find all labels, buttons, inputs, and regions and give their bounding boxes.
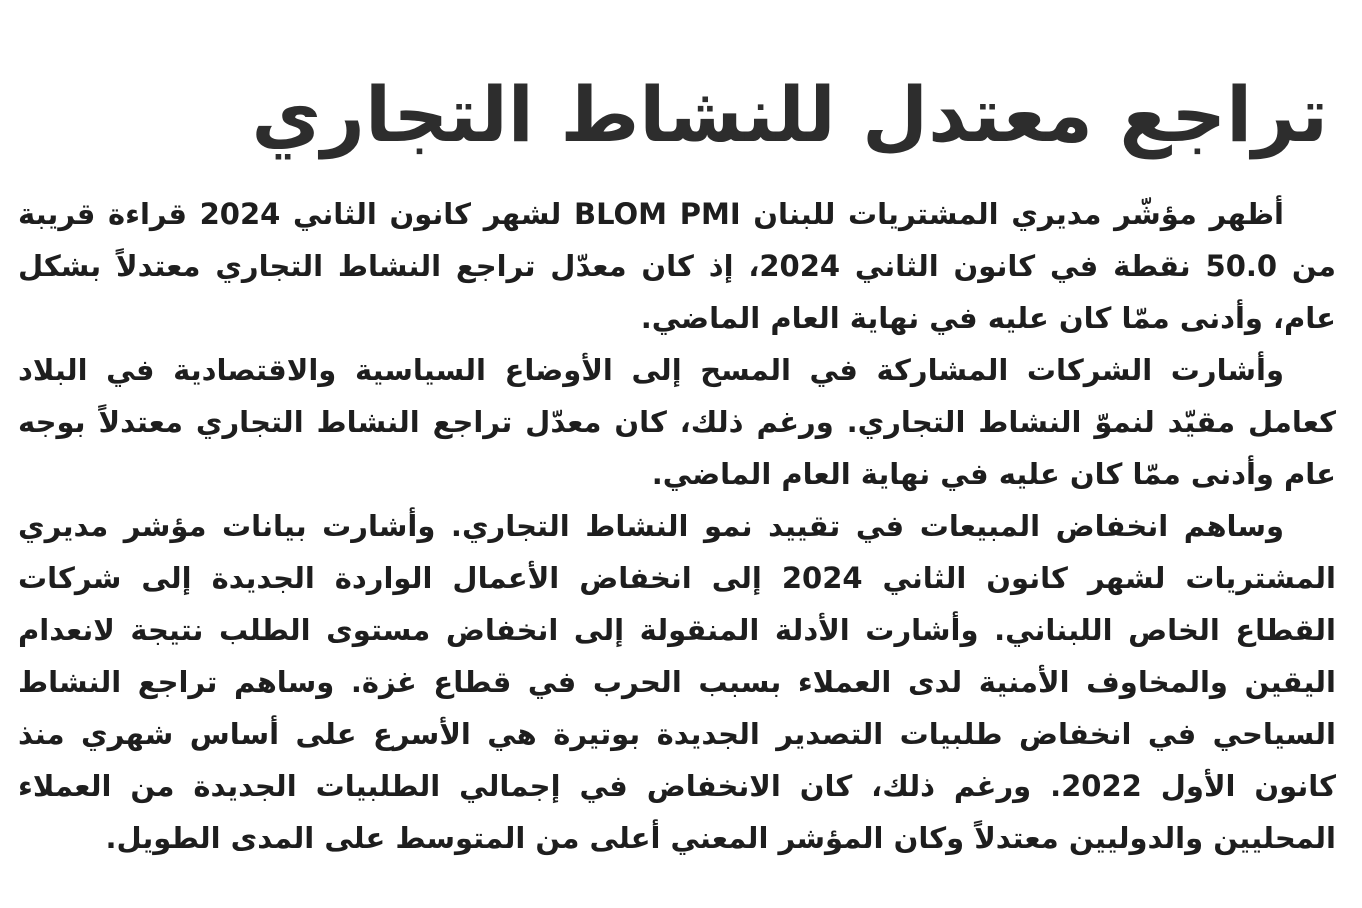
article-paragraph-3: وساهم انخفاض المبيعات في تقييد نمو النشاط التجاري. وأشارت بيانات مؤشر مديري المشتريات لشهر كانون الثاني 2024 إلى انخفاض الأعمال الواردة الجديدة إلى شركات القطاع الخاص اللبناني. وأشارت الأدلة المنقولة إلى انخفاض مستوى الطلب نتيجة لانعدام اليقين والمخاوف الأمنية لدى العملاء بسبب الحرب في قطاع غزة. وساهم تراجع النشاط السياحي في انخفاض طلبيات التصدير الجديدة بوتيرة هي الأسرع على أساس شهري منذ كانون الأول 2022. ورغم ذلك، كان الانخفاض في إجمالي الطلبيات الجديدة من العملاء المحليين والدوليين معتدلاً وكان المؤشر المعني أعلى من المتوسط على المدى الطويل. — [18, 509, 1337, 856]
article-body — [18, 188, 1336, 864]
article-headline: تراجع معتدل للنشاط التجاري — [251, 70, 1328, 159]
article-paragraph-1: أظهر مؤشّر مديري المشتريات للبنان BLOM PMI لشهر كانون الثاني 2024 قراءة قريبة من 50.0 نقطة في كانون الثاني 2024، إذ كان معدّل تراجع النشاط التجاري معتدلاً بشكل عام، وأدنى ممّا كان عليه في نهاية العام الماضي. — [18, 197, 1336, 336]
article — [18, 60, 1336, 864]
article-paragraph-2: وأشارت الشركات المشاركة في المسح إلى الأوضاع السياسية والاقتصادية في البلاد كعامل مقيّد لنموّ النشاط التجاري. ورغم ذلك، كان معدّل تراجع النشاط التجاري معتدلاً بوجه عام وأدنى ممّا كان عليه في نهاية العام الماضي. — [18, 353, 1336, 492]
